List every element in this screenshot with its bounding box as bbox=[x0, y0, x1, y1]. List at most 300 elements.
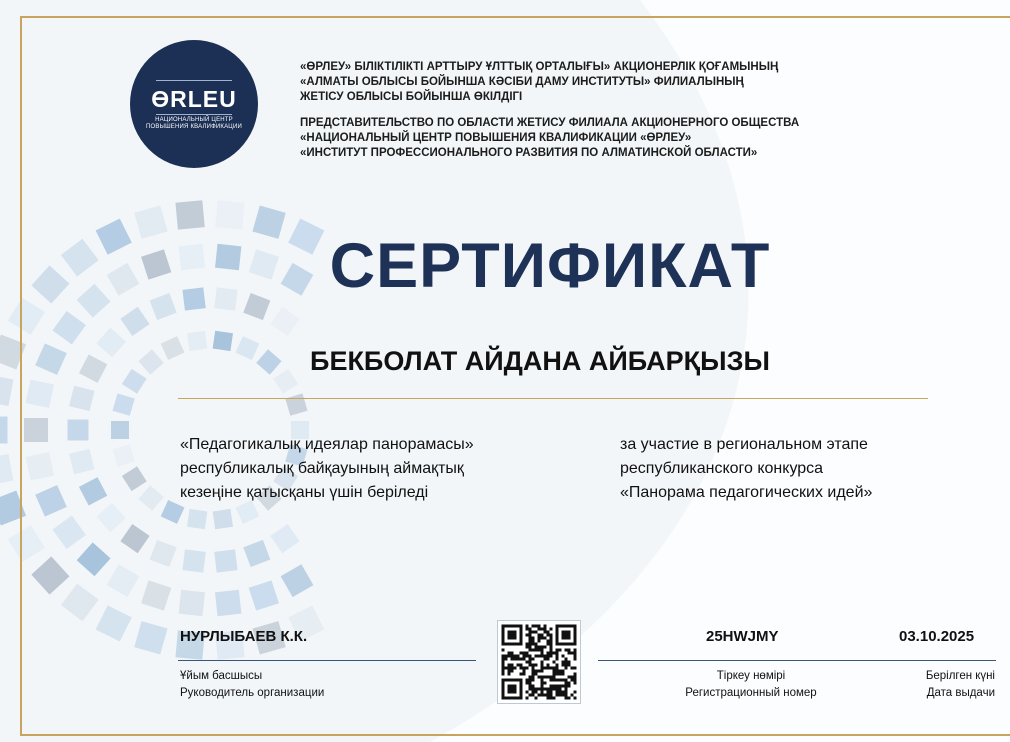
qr-module bbox=[514, 658, 517, 661]
qr-module bbox=[538, 688, 541, 691]
qr-code bbox=[497, 620, 581, 704]
qr-module bbox=[538, 640, 541, 643]
qr-module bbox=[568, 661, 571, 664]
qr-module bbox=[574, 673, 577, 676]
burst-square bbox=[187, 509, 207, 529]
qr-module bbox=[547, 694, 550, 697]
qr-module bbox=[532, 643, 535, 646]
description-ru-line: за участие в региональном этапе bbox=[620, 436, 868, 453]
qr-module bbox=[535, 655, 538, 658]
qr-module bbox=[532, 694, 535, 697]
qr-module bbox=[529, 664, 532, 667]
logo-name: ӨRLEU bbox=[151, 86, 237, 112]
qr-module bbox=[547, 667, 550, 670]
issue-date-label-ru: Дата выдачи bbox=[926, 687, 995, 699]
burst-square bbox=[214, 549, 237, 572]
qr-module bbox=[553, 652, 556, 655]
qr-module bbox=[565, 688, 568, 691]
qr-module bbox=[556, 679, 559, 682]
qr-module bbox=[550, 667, 553, 670]
qr-module bbox=[553, 697, 556, 700]
qr-module bbox=[568, 682, 571, 685]
issuer-header bbox=[300, 60, 900, 161]
qr-module bbox=[520, 667, 523, 670]
burst-square bbox=[182, 549, 205, 572]
qr-module bbox=[526, 661, 529, 664]
qr-module bbox=[541, 649, 544, 652]
burst-square bbox=[215, 200, 244, 229]
head-name: НУРЛЫБАЕВ К.К. bbox=[180, 628, 308, 645]
footer-right-line bbox=[598, 660, 996, 661]
qr-module bbox=[529, 679, 532, 682]
qr-module bbox=[550, 649, 553, 652]
qr-module bbox=[526, 646, 529, 649]
qr-module bbox=[550, 634, 553, 637]
qr-module bbox=[553, 679, 556, 682]
burst-square bbox=[249, 580, 279, 610]
qr-module bbox=[532, 670, 535, 673]
qr-module bbox=[520, 673, 523, 676]
burst-square bbox=[134, 621, 167, 654]
qr-module bbox=[559, 670, 562, 673]
qr-module bbox=[541, 661, 544, 664]
description-ru-line: «Панорама педагогических идей» bbox=[620, 484, 873, 501]
qr-module bbox=[556, 655, 559, 658]
qr-module bbox=[544, 625, 547, 628]
qr-module bbox=[574, 691, 577, 694]
qr-module bbox=[544, 628, 547, 631]
logo-subtitle-line2: ПОВЫШЕНИЯ КВАЛИФИКАЦИИ bbox=[146, 124, 242, 130]
qr-module bbox=[529, 661, 532, 664]
issue-date: 03.10.2025 bbox=[899, 628, 975, 645]
qr-module bbox=[544, 676, 547, 679]
qr-module bbox=[550, 640, 553, 643]
qr-module bbox=[532, 691, 535, 694]
qr-module bbox=[502, 658, 505, 661]
burst-square bbox=[0, 454, 13, 486]
qr-module bbox=[547, 664, 550, 667]
burst-square bbox=[52, 311, 86, 345]
qr-module bbox=[547, 697, 550, 700]
qr-module bbox=[529, 631, 532, 634]
qr-module bbox=[541, 652, 544, 655]
qr-module bbox=[556, 667, 559, 670]
burst-square bbox=[69, 386, 94, 411]
burst-square bbox=[24, 418, 48, 442]
qr-module bbox=[556, 670, 559, 673]
qr-module bbox=[550, 679, 553, 682]
qr-module bbox=[553, 676, 556, 679]
qr-module bbox=[556, 685, 559, 688]
header-kz-line: ЖЕТІСУ ОБЛЫСЫ БОЙЫНША ӨКІЛДІГІ bbox=[300, 91, 523, 103]
qr-module bbox=[535, 691, 538, 694]
qr-module bbox=[541, 664, 544, 667]
qr-module bbox=[574, 658, 577, 661]
qr-module bbox=[547, 640, 550, 643]
qr-module bbox=[526, 643, 529, 646]
name-divider bbox=[178, 398, 928, 399]
qr-module bbox=[544, 658, 547, 661]
burst-square bbox=[96, 605, 132, 641]
qr-module bbox=[502, 664, 505, 667]
qr-module bbox=[508, 667, 511, 670]
qr-module bbox=[511, 664, 514, 667]
header-kz-line: «АЛМАТЫ ОБЛЫСЫ БОЙЫНША КӘСІБИ ДАМУ ИНСТИТУТЫ» ФИЛИАЛЫНЫҢ bbox=[300, 76, 744, 88]
burst-square bbox=[270, 307, 299, 336]
qr-module bbox=[526, 697, 529, 700]
qr-module bbox=[550, 637, 553, 640]
qr-module bbox=[562, 685, 565, 688]
qr-module bbox=[547, 631, 550, 634]
qr-module bbox=[529, 688, 532, 691]
qr-module bbox=[559, 685, 562, 688]
logo-rule-bottom bbox=[156, 114, 232, 115]
burst-square bbox=[0, 417, 8, 444]
description-kz-line: «Педагогикалық идеялар панорамасы» bbox=[180, 436, 474, 453]
qr-module bbox=[556, 652, 559, 655]
qr-module bbox=[538, 655, 541, 658]
qr-module bbox=[535, 697, 538, 700]
qr-module bbox=[529, 658, 532, 661]
qr-module bbox=[541, 688, 544, 691]
qr-module bbox=[535, 664, 538, 667]
qr-module bbox=[550, 628, 553, 631]
qr-module bbox=[532, 640, 535, 643]
qr-module bbox=[550, 688, 553, 691]
qr-module bbox=[553, 661, 556, 664]
qr-module bbox=[544, 667, 547, 670]
qr-module bbox=[574, 649, 577, 652]
qr-module bbox=[502, 661, 505, 664]
qr-module bbox=[529, 655, 532, 658]
qr-module bbox=[541, 694, 544, 697]
qr-module bbox=[523, 652, 526, 655]
qr-module bbox=[574, 676, 577, 679]
burst-square bbox=[69, 449, 94, 474]
qr-module bbox=[562, 694, 565, 697]
burst-square bbox=[8, 525, 45, 562]
registration-label-kz: Тіркеу нөмірі bbox=[716, 670, 786, 682]
qr-module bbox=[565, 649, 568, 652]
qr-module bbox=[547, 676, 550, 679]
burst-square bbox=[77, 542, 111, 576]
qr-module bbox=[538, 694, 541, 697]
qr-module bbox=[556, 694, 559, 697]
burst-square bbox=[150, 540, 177, 567]
qr-module bbox=[541, 637, 544, 640]
qr-module bbox=[520, 658, 523, 661]
qr-module bbox=[565, 682, 568, 685]
burst-square bbox=[107, 564, 140, 597]
qr-module bbox=[526, 682, 529, 685]
qr-module bbox=[511, 667, 514, 670]
qr-module bbox=[517, 664, 520, 667]
qr-module bbox=[541, 691, 544, 694]
qr-finder bbox=[562, 631, 571, 640]
burst-square bbox=[175, 200, 204, 229]
qr-module bbox=[532, 676, 535, 679]
logo-rule-top bbox=[156, 80, 232, 81]
header-ru-line: «НАЦИОНАЛЬНЫЙ ЦЕНТР ПОВЫШЕНИЯ КВАЛИФИКАЦИИ «ӨРЛЕУ» bbox=[300, 132, 692, 144]
head-signature-line bbox=[178, 660, 476, 661]
qr-module bbox=[529, 694, 532, 697]
burst-square bbox=[0, 375, 13, 407]
header-kz-line: «ӨРЛЕУ» БІЛІКТІЛІКТІ АРТТЫРУ ҰЛТТЫҚ ОРТАЛЫҒЫ» АКЦИОНЕРЛІК ҚОҒАМЫНЫҢ bbox=[300, 61, 779, 73]
qr-module bbox=[511, 670, 514, 673]
qr-module bbox=[532, 688, 535, 691]
qr-module bbox=[535, 631, 538, 634]
qr-module bbox=[508, 652, 511, 655]
qr-module bbox=[547, 688, 550, 691]
burst-square bbox=[122, 466, 147, 491]
qr-module bbox=[541, 646, 544, 649]
qr-module bbox=[526, 652, 529, 655]
qr-module bbox=[538, 649, 541, 652]
qr-module bbox=[538, 634, 541, 637]
qr-module bbox=[574, 679, 577, 682]
qr-module bbox=[547, 658, 550, 661]
qr-module bbox=[550, 652, 553, 655]
qr-module bbox=[547, 652, 550, 655]
qr-module bbox=[553, 688, 556, 691]
burst-square bbox=[35, 485, 67, 517]
burst-square bbox=[111, 421, 129, 439]
qr-module bbox=[550, 655, 553, 658]
qr-module bbox=[568, 685, 571, 688]
qr-module bbox=[550, 685, 553, 688]
qr-module bbox=[556, 688, 559, 691]
burst-square bbox=[68, 420, 89, 441]
frame-bottom-line bbox=[20, 734, 1010, 736]
qr-module bbox=[550, 643, 553, 646]
qr-module bbox=[529, 676, 532, 679]
qr-module bbox=[571, 667, 574, 670]
qr-module bbox=[541, 628, 544, 631]
qr-module bbox=[541, 670, 544, 673]
qr-module bbox=[565, 661, 568, 664]
qr-module bbox=[562, 679, 565, 682]
orleu-logo bbox=[130, 40, 258, 168]
qr-module bbox=[565, 658, 568, 661]
registration-number: 25HWJMY bbox=[706, 628, 779, 645]
qr-module bbox=[559, 649, 562, 652]
qr-module bbox=[526, 691, 529, 694]
qr-module bbox=[535, 688, 538, 691]
burst-square bbox=[213, 509, 233, 529]
qr-module bbox=[544, 655, 547, 658]
qr-module bbox=[532, 649, 535, 652]
qr-module bbox=[526, 679, 529, 682]
qr-module bbox=[505, 655, 508, 658]
qr-module bbox=[565, 679, 568, 682]
qr-module bbox=[568, 652, 571, 655]
qr-module bbox=[562, 691, 565, 694]
qr-module bbox=[541, 682, 544, 685]
head-label bbox=[180, 668, 324, 702]
qr-module bbox=[538, 676, 541, 679]
recipient-name: БЕКБОЛАТ АЙДАНА АЙБАРҚЫЗЫ bbox=[310, 346, 770, 376]
qr-module bbox=[520, 652, 523, 655]
head-label-ru: Руководитель организации bbox=[180, 687, 325, 699]
qr-module bbox=[559, 679, 562, 682]
qr-module bbox=[568, 697, 571, 700]
qr-module bbox=[529, 634, 532, 637]
qr-module bbox=[532, 637, 535, 640]
burst-square bbox=[52, 516, 86, 550]
qr-module bbox=[511, 655, 514, 658]
qr-module bbox=[556, 673, 559, 676]
qr-module bbox=[538, 637, 541, 640]
certificate-title: СЕРТИФИКАТ bbox=[329, 231, 771, 301]
burst-square bbox=[0, 491, 26, 526]
qr-module bbox=[544, 637, 547, 640]
qr-module bbox=[526, 634, 529, 637]
qr-module bbox=[544, 688, 547, 691]
qr-module bbox=[511, 652, 514, 655]
qr-module bbox=[571, 694, 574, 697]
qr-module bbox=[526, 625, 529, 628]
qr-module bbox=[559, 673, 562, 676]
qr-code-graphic bbox=[498, 621, 580, 703]
qr-module bbox=[562, 673, 565, 676]
qr-module bbox=[502, 649, 505, 652]
qr-module bbox=[574, 667, 577, 670]
qr-module bbox=[565, 664, 568, 667]
qr-module bbox=[529, 646, 532, 649]
registration-label-ru: Регистрационный номер bbox=[685, 687, 817, 699]
qr-module bbox=[556, 691, 559, 694]
burst-square bbox=[61, 583, 99, 621]
qr-module bbox=[502, 670, 505, 673]
qr-module bbox=[574, 682, 577, 685]
description-kz-line: республикалық байқауының аймақтық bbox=[180, 460, 464, 477]
qr-module bbox=[541, 679, 544, 682]
qr-module bbox=[511, 658, 514, 661]
qr-module bbox=[502, 667, 505, 670]
qr-module bbox=[535, 625, 538, 628]
qr-module bbox=[532, 664, 535, 667]
qr-module bbox=[547, 655, 550, 658]
qr-module bbox=[565, 667, 568, 670]
qr-module bbox=[508, 655, 511, 658]
qr-module bbox=[526, 628, 529, 631]
qr-module bbox=[574, 697, 577, 700]
qr-module bbox=[553, 670, 556, 673]
qr-module bbox=[529, 637, 532, 640]
qr-module bbox=[559, 691, 562, 694]
qr-module bbox=[541, 667, 544, 670]
qr-module bbox=[547, 634, 550, 637]
qr-module bbox=[535, 670, 538, 673]
qr-finder bbox=[508, 685, 517, 694]
qr-module bbox=[538, 625, 541, 628]
issue-date-label-kz: Берілген күні bbox=[925, 670, 995, 682]
qr-module bbox=[529, 628, 532, 631]
qr-module bbox=[514, 655, 517, 658]
burst-square bbox=[8, 298, 45, 335]
qr-module bbox=[523, 667, 526, 670]
qr-module bbox=[556, 658, 559, 661]
qr-module bbox=[508, 664, 511, 667]
qr-module bbox=[568, 676, 571, 679]
qr-module bbox=[535, 649, 538, 652]
qr-module bbox=[502, 655, 505, 658]
qr-module bbox=[502, 673, 505, 676]
qr-module bbox=[538, 628, 541, 631]
qr-module bbox=[562, 655, 565, 658]
qr-module bbox=[523, 655, 526, 658]
qr-finder bbox=[508, 631, 517, 640]
burst-square bbox=[270, 524, 299, 553]
qr-module bbox=[520, 664, 523, 667]
qr-module bbox=[526, 667, 529, 670]
qr-module bbox=[508, 673, 511, 676]
qr-module bbox=[532, 625, 535, 628]
description-kz-line: кезеңіне қатысқаны үшін беріледі bbox=[180, 484, 429, 501]
head-label-kz: Ұйым басшысы bbox=[180, 670, 263, 682]
qr-module bbox=[541, 655, 544, 658]
header-ru-line: «ИНСТИТУТ ПРОФЕССИОНАЛЬНОГО РАЗВИТИЯ ПО АЛМАТИНСКОЙ ОБЛАСТИ» bbox=[300, 147, 758, 159]
issue-date-label bbox=[905, 668, 995, 702]
qr-module bbox=[562, 661, 565, 664]
frame-top-line bbox=[22, 16, 1010, 18]
logo-subtitle-line1: НАЦИОНАЛЬНЫЙ ЦЕНТР bbox=[155, 117, 233, 123]
qr-module bbox=[532, 658, 535, 661]
qr-module bbox=[538, 670, 541, 673]
burst-square bbox=[285, 393, 307, 415]
qr-module bbox=[565, 694, 568, 697]
burst-square bbox=[112, 393, 134, 415]
qr-module bbox=[514, 667, 517, 670]
burst-square bbox=[31, 556, 69, 594]
qr-module bbox=[529, 685, 532, 688]
qr-module bbox=[565, 691, 568, 694]
qr-module bbox=[562, 670, 565, 673]
qr-module bbox=[508, 670, 511, 673]
burst-square bbox=[120, 524, 149, 553]
qr-module bbox=[517, 655, 520, 658]
qr-module bbox=[553, 673, 556, 676]
qr-module bbox=[565, 697, 568, 700]
qr-module bbox=[529, 640, 532, 643]
qr-module bbox=[517, 658, 520, 661]
qr-module bbox=[574, 655, 577, 658]
qr-module bbox=[538, 646, 541, 649]
qr-module bbox=[523, 658, 526, 661]
qr-module bbox=[505, 658, 508, 661]
qr-module bbox=[529, 643, 532, 646]
qr-module bbox=[544, 682, 547, 685]
burst-square bbox=[215, 590, 241, 616]
qr-module bbox=[526, 655, 529, 658]
qr-module bbox=[550, 697, 553, 700]
burst-square bbox=[112, 444, 134, 466]
qr-module bbox=[532, 673, 535, 676]
qr-module bbox=[574, 652, 577, 655]
header-ru-line: ПРЕДСТАВИТЕЛЬСТВО ПО ОБЛАСТИ ЖЕТИСУ ФИЛИАЛА АКЦИОНЕРНОГО ОБЩЕСТВА bbox=[300, 117, 800, 129]
qr-module bbox=[529, 682, 532, 685]
qr-module bbox=[562, 664, 565, 667]
registration-label bbox=[672, 668, 830, 702]
qr-module bbox=[547, 643, 550, 646]
qr-module bbox=[556, 649, 559, 652]
qr-module bbox=[550, 691, 553, 694]
qr-module bbox=[532, 667, 535, 670]
qr-module bbox=[571, 679, 574, 682]
qr-module bbox=[532, 679, 535, 682]
description-kz bbox=[180, 433, 474, 505]
burst-square bbox=[96, 503, 126, 533]
